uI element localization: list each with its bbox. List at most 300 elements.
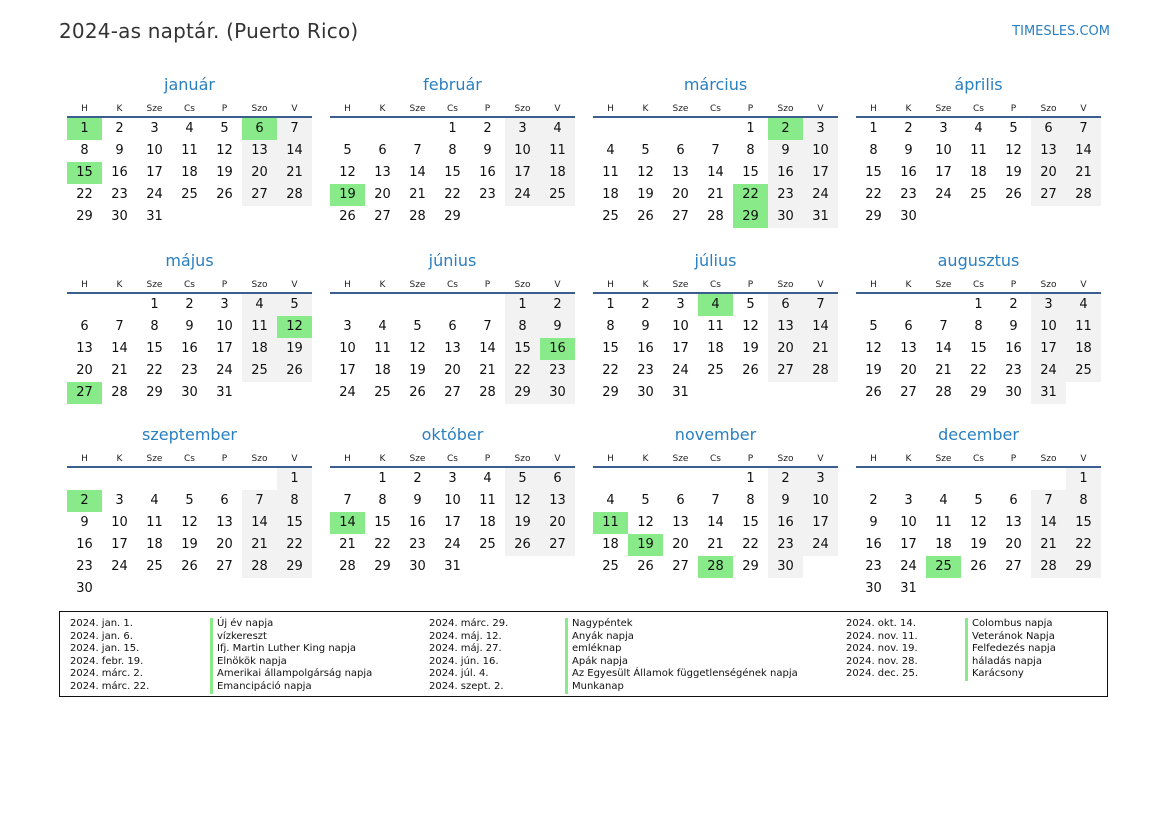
weekday-label: V [291, 280, 298, 290]
weekday-label: Cs [184, 104, 195, 114]
empty-day-cell [277, 206, 312, 228]
weekday-label: Szo [514, 104, 531, 114]
day-cell: 23 [409, 537, 426, 552]
day-cell: 25 [970, 187, 987, 202]
legend-holiday-name: Emancipáció napja [210, 681, 372, 694]
weekend-day-cell: 8 [277, 490, 312, 512]
weekend-day-cell: 29 [277, 556, 312, 578]
day-cell: 10 [444, 493, 461, 508]
weekday-label: V [291, 104, 298, 114]
day-cell: 8 [606, 319, 615, 334]
legend-holiday-name: Felfedezés napja [965, 643, 1056, 656]
week-row [330, 556, 575, 578]
week-row [856, 184, 1101, 206]
day-cell: 6 [1009, 493, 1018, 508]
day-cell: 31 [146, 209, 163, 224]
weekday-label: H [344, 454, 351, 464]
week-row [330, 118, 575, 140]
day-cell: 22 [146, 363, 163, 378]
week-row [330, 468, 575, 490]
day-cell: 5 [343, 143, 352, 158]
day-cell: 13 [1005, 515, 1022, 530]
day-cell: 27 [216, 559, 233, 574]
day-cell: 20 [374, 187, 391, 202]
day-cell: 5 [746, 297, 755, 312]
weekday-label: Sze [146, 104, 163, 114]
weekend-day-cell: 9 [768, 140, 803, 162]
weekday-label: P [1010, 104, 1017, 114]
empty-day-cell [593, 468, 628, 490]
month-12 [856, 424, 1101, 600]
day-cell: 17 [935, 165, 952, 180]
week-row [593, 294, 838, 316]
day-cell: 16 [76, 537, 93, 552]
day-cell: 7 [413, 143, 422, 158]
legend-holiday-name: Anyák napja [565, 631, 798, 644]
weekday-label: Szo [777, 454, 794, 464]
day-cell: 26 [637, 209, 654, 224]
week-row [330, 534, 575, 556]
month-name: január [164, 75, 215, 94]
month-11 [593, 424, 838, 578]
empty-day-cell [67, 468, 102, 490]
day-cell: 26 [742, 363, 759, 378]
weekday-label: P [1010, 454, 1017, 464]
weekend-day-cell: 5 [277, 294, 312, 316]
weekday-label: Szo [514, 280, 531, 290]
empty-day-cell [102, 578, 137, 600]
weekend-day-cell: 13 [768, 316, 803, 338]
week-row [593, 490, 838, 512]
weekend-day-cell: 13 [1031, 140, 1066, 162]
day-cell: 10 [672, 319, 689, 334]
day-cell: 4 [606, 493, 615, 508]
weekend-day-cell: 24 [505, 184, 540, 206]
week-row [330, 184, 575, 206]
weekend-day-cell: 2 [540, 294, 575, 316]
legend-holiday-name: Nagypéntek [565, 618, 798, 631]
empty-day-cell [926, 294, 961, 316]
week-row [593, 118, 838, 140]
day-cell: 22 [602, 363, 619, 378]
weekday-header [593, 96, 838, 118]
week-row [856, 118, 1101, 140]
weekend-day-cell: 24 [803, 534, 838, 556]
weekday-label: V [1080, 280, 1087, 290]
weekday-label: P [221, 280, 228, 290]
month-5 [67, 250, 312, 404]
day-cell: 23 [76, 559, 93, 574]
holiday-day-cell: 27 [67, 382, 102, 404]
weekend-day-cell: 10 [1031, 316, 1066, 338]
weekend-day-cell: 9 [768, 490, 803, 512]
weekday-header [330, 272, 575, 294]
weekday-label: Sze [672, 454, 689, 464]
empty-day-cell [698, 468, 733, 490]
weekday-label: Cs [973, 104, 984, 114]
weekday-label: Sze [146, 454, 163, 464]
empty-day-cell [242, 382, 277, 404]
day-cell: 4 [185, 121, 194, 136]
weekday-header [593, 272, 838, 294]
brand-link[interactable]: TIMESLES.COM [1012, 24, 1110, 39]
day-cell: 12 [865, 341, 882, 356]
weekday-label: Sze [146, 280, 163, 290]
week-row [67, 578, 312, 600]
day-cell: 21 [707, 187, 724, 202]
weekend-day-cell: 23 [768, 534, 803, 556]
weekend-day-cell: 25 [540, 184, 575, 206]
legend-date: 2024. nov. 19. [846, 643, 918, 655]
weekend-day-cell: 22 [505, 360, 540, 382]
day-cell: 9 [1009, 319, 1018, 334]
day-cell: 5 [220, 121, 229, 136]
weekend-day-cell: 6 [768, 294, 803, 316]
day-cell: 23 [181, 363, 198, 378]
weekend-day-cell: 28 [277, 184, 312, 206]
day-cell: 21 [409, 187, 426, 202]
weekday-label: P [747, 280, 754, 290]
weekday-label: K [905, 280, 912, 290]
day-cell: 19 [409, 363, 426, 378]
day-cell: 1 [606, 297, 615, 312]
weekend-day-cell: 18 [242, 338, 277, 360]
weekday-label: P [484, 104, 491, 114]
day-cell: 11 [935, 515, 952, 530]
weekday-label: Cs [447, 104, 458, 114]
day-cell: 2 [641, 297, 650, 312]
holiday-day-cell: 19 [330, 184, 365, 206]
month-1 [67, 74, 312, 228]
day-cell: 20 [1005, 537, 1022, 552]
weekday-label: Cs [973, 454, 984, 464]
day-cell: 6 [904, 319, 913, 334]
day-cell: 15 [374, 515, 391, 530]
weekend-day-cell: 19 [277, 338, 312, 360]
weekend-day-cell: 7 [242, 490, 277, 512]
day-cell: 24 [935, 187, 952, 202]
weekend-day-cell: 21 [277, 162, 312, 184]
day-cell: 22 [76, 187, 93, 202]
weekend-day-cell: 29 [1066, 556, 1101, 578]
weekend-day-cell: 5 [505, 468, 540, 490]
empty-day-cell [803, 382, 838, 404]
weekend-day-cell: 18 [540, 162, 575, 184]
weekday-label: P [484, 454, 491, 464]
day-cell: 26 [409, 385, 426, 400]
weekday-label: K [116, 280, 123, 290]
day-cell: 26 [181, 559, 198, 574]
day-cell: 9 [115, 143, 124, 158]
day-cell: 10 [146, 143, 163, 158]
day-cell: 3 [448, 471, 457, 486]
day-cell: 18 [970, 165, 987, 180]
day-cell: 12 [409, 341, 426, 356]
empty-day-cell [628, 468, 663, 490]
weekday-label: P [747, 104, 754, 114]
day-cell: 7 [115, 319, 124, 334]
day-cell: 5 [974, 493, 983, 508]
empty-day-cell [242, 206, 277, 228]
weekday-header [67, 446, 312, 468]
weekend-day-cell: 3 [505, 118, 540, 140]
weekday-label: V [817, 104, 824, 114]
holiday-legend [59, 611, 1108, 697]
empty-day-cell [540, 556, 575, 578]
weekend-day-cell: 10 [505, 140, 540, 162]
legend-date: 2024. márc. 2. [70, 668, 143, 680]
day-cell: 17 [672, 341, 689, 356]
empty-day-cell [803, 556, 838, 578]
month-6 [330, 250, 575, 404]
weekend-day-cell: 17 [803, 162, 838, 184]
day-cell: 16 [1005, 341, 1022, 356]
empty-day-cell [1031, 206, 1066, 228]
day-cell: 11 [707, 319, 724, 334]
month-3 [593, 74, 838, 228]
day-cell: 25 [602, 209, 619, 224]
weekday-label: Sze [672, 104, 689, 114]
month-name: február [423, 75, 482, 94]
day-cell: 11 [181, 143, 198, 158]
legend-date: 2024. okt. 14. [846, 618, 916, 629]
empty-day-cell [102, 468, 137, 490]
empty-day-cell [207, 578, 242, 600]
day-cell: 30 [181, 385, 198, 400]
weekend-day-cell: 25 [242, 360, 277, 382]
empty-day-cell [593, 118, 628, 140]
day-cell: 13 [374, 165, 391, 180]
month-9 [67, 424, 312, 600]
day-cell: 19 [181, 537, 198, 552]
weekend-day-cell: 27 [768, 360, 803, 382]
week-row [593, 556, 838, 578]
month-name: március [683, 75, 748, 94]
empty-day-cell [856, 468, 891, 490]
day-cell: 4 [378, 319, 387, 334]
week-row [856, 162, 1101, 184]
day-cell: 12 [637, 515, 654, 530]
empty-day-cell [961, 468, 996, 490]
holiday-day-cell: 11 [593, 512, 628, 534]
day-cell: 2 [185, 297, 194, 312]
day-cell: 12 [637, 165, 654, 180]
week-row [856, 578, 1101, 600]
day-cell: 3 [150, 121, 159, 136]
weekend-day-cell: 14 [277, 140, 312, 162]
day-cell: 31 [672, 385, 689, 400]
day-cell: 15 [444, 165, 461, 180]
weekday-label: P [1010, 280, 1017, 290]
week-row [67, 468, 312, 490]
day-cell: 17 [339, 363, 356, 378]
empty-day-cell [330, 294, 365, 316]
legend-date: 2024. szept. 2. [429, 680, 504, 692]
empty-day-cell [137, 578, 172, 600]
day-cell: 18 [479, 515, 496, 530]
legend-names-column [210, 618, 372, 694]
month-name: szeptember [141, 425, 237, 444]
weekend-day-cell: 21 [803, 338, 838, 360]
day-cell: 30 [900, 209, 917, 224]
week-row [593, 360, 838, 382]
day-cell: 1 [746, 121, 755, 136]
weekend-day-cell: 1 [505, 294, 540, 316]
day-cell: 26 [865, 385, 882, 400]
weekend-day-cell: 24 [1031, 360, 1066, 382]
weekend-day-cell: 6 [540, 468, 575, 490]
weekend-day-cell: 3 [803, 468, 838, 490]
weekday-label: Szo [777, 104, 794, 114]
day-cell: 30 [637, 385, 654, 400]
day-cell: 30 [76, 581, 93, 596]
weekend-day-cell: 16 [768, 162, 803, 184]
month-8 [856, 250, 1101, 404]
empty-day-cell [891, 294, 926, 316]
week-row [67, 382, 312, 404]
weekday-label: K [642, 454, 649, 464]
weekend-day-cell: 11 [1066, 316, 1101, 338]
day-cell: 9 [185, 319, 194, 334]
weekend-day-cell: 20 [540, 512, 575, 534]
empty-day-cell [1031, 578, 1066, 600]
day-cell: 16 [865, 537, 882, 552]
day-cell: 8 [746, 143, 755, 158]
day-cell: 16 [409, 515, 426, 530]
day-cell: 29 [602, 385, 619, 400]
weekday-label: Cs [184, 280, 195, 290]
empty-day-cell [330, 118, 365, 140]
weekend-day-cell: 7 [1066, 118, 1101, 140]
day-cell: 30 [865, 581, 882, 596]
weekend-day-cell: 28 [1066, 184, 1101, 206]
weekend-day-cell: 22 [1066, 534, 1101, 556]
week-row [593, 338, 838, 360]
day-cell: 13 [76, 341, 93, 356]
day-cell: 29 [742, 559, 759, 574]
day-cell: 1 [448, 121, 457, 136]
weekend-day-cell: 8 [505, 316, 540, 338]
weekend-day-cell: 3 [803, 118, 838, 140]
empty-day-cell [435, 294, 470, 316]
weekend-day-cell: 21 [1031, 534, 1066, 556]
day-cell: 11 [374, 341, 391, 356]
legend-date: 2024. jan. 6. [70, 630, 133, 642]
day-cell: 14 [707, 165, 724, 180]
day-cell: 20 [672, 537, 689, 552]
weekend-day-cell: 31 [803, 206, 838, 228]
weekday-label: K [905, 454, 912, 464]
weekday-label: Cs [447, 280, 458, 290]
day-cell: 7 [939, 319, 948, 334]
day-cell: 20 [76, 363, 93, 378]
empty-day-cell [891, 468, 926, 490]
day-cell: 28 [935, 385, 952, 400]
day-cell: 16 [181, 341, 198, 356]
weekend-day-cell: 30 [768, 556, 803, 578]
day-cell: 8 [746, 493, 755, 508]
weekend-day-cell: 7 [277, 118, 312, 140]
legend-dates-column [429, 618, 508, 694]
day-cell: 11 [602, 165, 619, 180]
week-row [593, 162, 838, 184]
weekend-day-cell: 26 [505, 534, 540, 556]
day-cell: 30 [111, 209, 128, 224]
weekend-day-cell: 1 [1066, 468, 1101, 490]
weekend-day-cell: 14 [242, 512, 277, 534]
empty-day-cell [67, 294, 102, 316]
weekday-label: Szo [1040, 454, 1057, 464]
empty-day-cell [698, 118, 733, 140]
weekend-day-cell: 18 [1066, 338, 1101, 360]
legend-date: 2024. jan. 15. [70, 643, 140, 655]
day-cell: 10 [900, 515, 917, 530]
day-cell: 12 [1005, 143, 1022, 158]
legend-dates-column [70, 618, 149, 694]
legend-date: 2024. máj. 12. [429, 630, 502, 642]
week-row [856, 338, 1101, 360]
day-cell: 26 [637, 559, 654, 574]
empty-day-cell [242, 468, 277, 490]
day-cell: 6 [676, 143, 685, 158]
weekend-day-cell: 22 [277, 534, 312, 556]
day-cell: 13 [444, 341, 461, 356]
day-cell: 23 [1005, 363, 1022, 378]
weekday-label: H [870, 280, 877, 290]
weekday-label: V [1080, 454, 1087, 464]
weekday-label: Szo [1040, 280, 1057, 290]
empty-day-cell [400, 118, 435, 140]
weekend-day-cell: 17 [505, 162, 540, 184]
day-cell: 27 [672, 559, 689, 574]
day-cell: 3 [676, 297, 685, 312]
weekday-label: Szo [514, 454, 531, 464]
day-cell: 15 [865, 165, 882, 180]
weekday-label: Cs [710, 280, 721, 290]
legend-date: 2024. nov. 11. [846, 630, 918, 642]
day-cell: 1 [974, 297, 983, 312]
empty-day-cell [996, 468, 1031, 490]
day-cell: 28 [479, 385, 496, 400]
legend-holiday-name: Veteránok Napja [965, 631, 1056, 644]
legend-holiday-name: Amerikai állampolgárság napja [210, 668, 372, 681]
day-cell: 5 [413, 319, 422, 334]
day-cell: 1 [869, 121, 878, 136]
month-name: december [938, 425, 1019, 444]
day-cell: 20 [216, 537, 233, 552]
day-cell: 12 [216, 143, 233, 158]
day-cell: 17 [216, 341, 233, 356]
weekend-day-cell: 7 [803, 294, 838, 316]
day-cell: 2 [483, 121, 492, 136]
weekend-day-cell: 4 [242, 294, 277, 316]
weekday-label: Cs [710, 104, 721, 114]
weekend-day-cell: 15 [505, 338, 540, 360]
day-cell: 23 [900, 187, 917, 202]
weekend-day-cell: 21 [242, 534, 277, 556]
day-cell: 18 [146, 537, 163, 552]
empty-day-cell [996, 578, 1031, 600]
weekday-header [330, 96, 575, 118]
day-cell: 4 [483, 471, 492, 486]
weekday-label: V [554, 454, 561, 464]
weekday-label: V [817, 454, 824, 464]
weekday-label: Sze [409, 104, 426, 114]
legend-holiday-name: Apák napja [565, 656, 798, 669]
weekend-day-cell: 28 [803, 360, 838, 382]
empty-day-cell [856, 294, 891, 316]
day-cell: 9 [904, 143, 913, 158]
